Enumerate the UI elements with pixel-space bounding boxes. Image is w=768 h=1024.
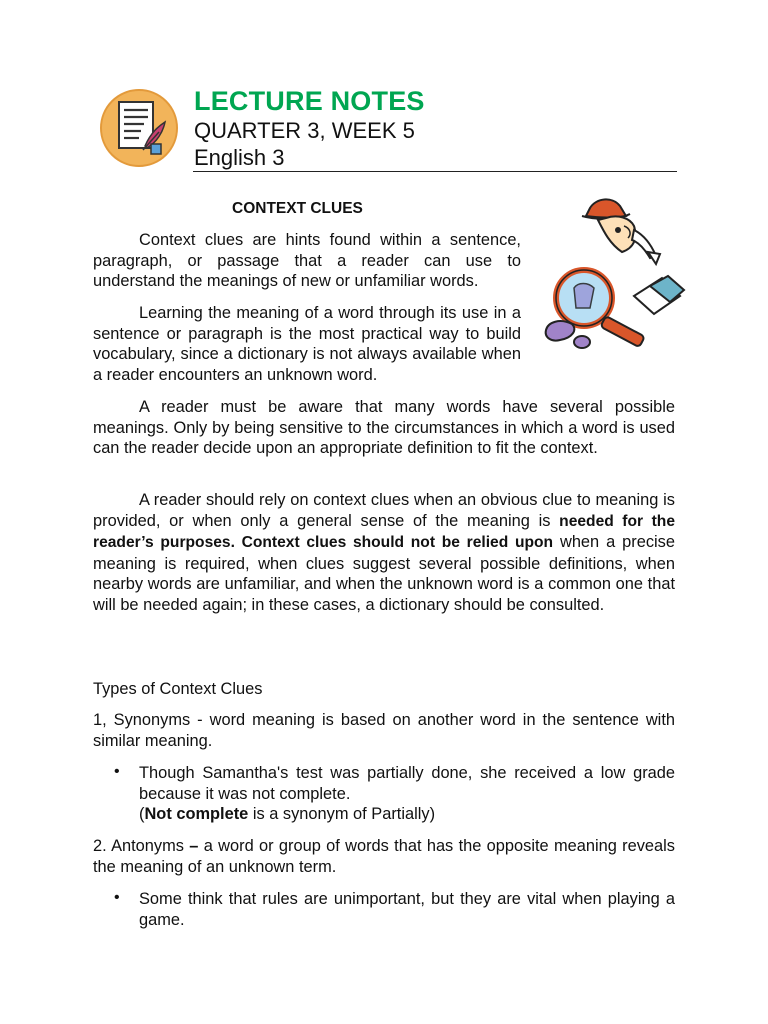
notepad-quill-icon	[99, 88, 179, 168]
types-heading: Types of Context Clues	[93, 680, 263, 698]
subject-label: English 3	[194, 145, 285, 170]
bullet-icon: •	[114, 889, 120, 906]
paragraph-definition: Context clues are hints found within a sentence, paragraph, or passage that a reader can use to understand the meanings of new or unfamiliar words.	[93, 231, 521, 291]
paragraph-when-to-rely-bold: needed for the reader’s purposes. Context clues should not be relied upon	[93, 512, 675, 552]
bullet-icon: •	[114, 763, 120, 780]
paragraph-when-to-rely-end: when a precise meaning is required, when clues suggest several possible definitions, when nearby words are unfamiliar, and when the unknown word is a common one that will be needed again; in these cases, a dictionary should be consulted.	[93, 533, 675, 614]
synonyms-example	[139, 763, 675, 825]
synonyms-example-sentence: Though Samantha's test was partially done, she received a low grade because it was not complete.	[139, 764, 675, 803]
page-title: LECTURE NOTES	[194, 86, 425, 116]
antonyms-example: Some think that rules are unimportant, but they are vital when playing a game.	[139, 890, 675, 929]
synonyms-note: (Not complete is a synonym of Partially)	[139, 805, 436, 824]
paragraph-when-to-rely-start: A reader should rely on context clues when an obvious clue to meaning is provided, or when only a general sense of the meaning is	[93, 491, 675, 530]
paragraph-vocabulary: Learning the meaning of a word through its use in a sentence or paragraph is the most practical way to build vocabulary, since a dictionary is not always available when a reader encounters an unknown word.	[93, 304, 521, 384]
quarter-week-label: QUARTER 3, WEEK 5	[194, 118, 415, 143]
antonyms-item: 2. Antonyms – a word or group of words that has the opposite meaning reveals the meaning of an unknown term.	[93, 837, 675, 876]
synonyms-note-bold: Not complete	[144, 805, 249, 824]
paragraph-multiple-meanings: A reader must be aware that many words have several possible meanings. Only by being sensitive to the circumstances in which a word is used can the reader decide upon an appropriate definition to fit the context.	[93, 398, 675, 458]
section-heading: CONTEXT CLUES	[232, 200, 363, 217]
paragraph-when-to-rely	[93, 490, 675, 616]
detective-magnifying-glass-clipart	[538, 190, 694, 356]
synonyms-item: 1, Synonyms - word meaning is based on another word in the sentence with similar meaning.	[93, 711, 675, 750]
header-divider	[193, 171, 677, 172]
